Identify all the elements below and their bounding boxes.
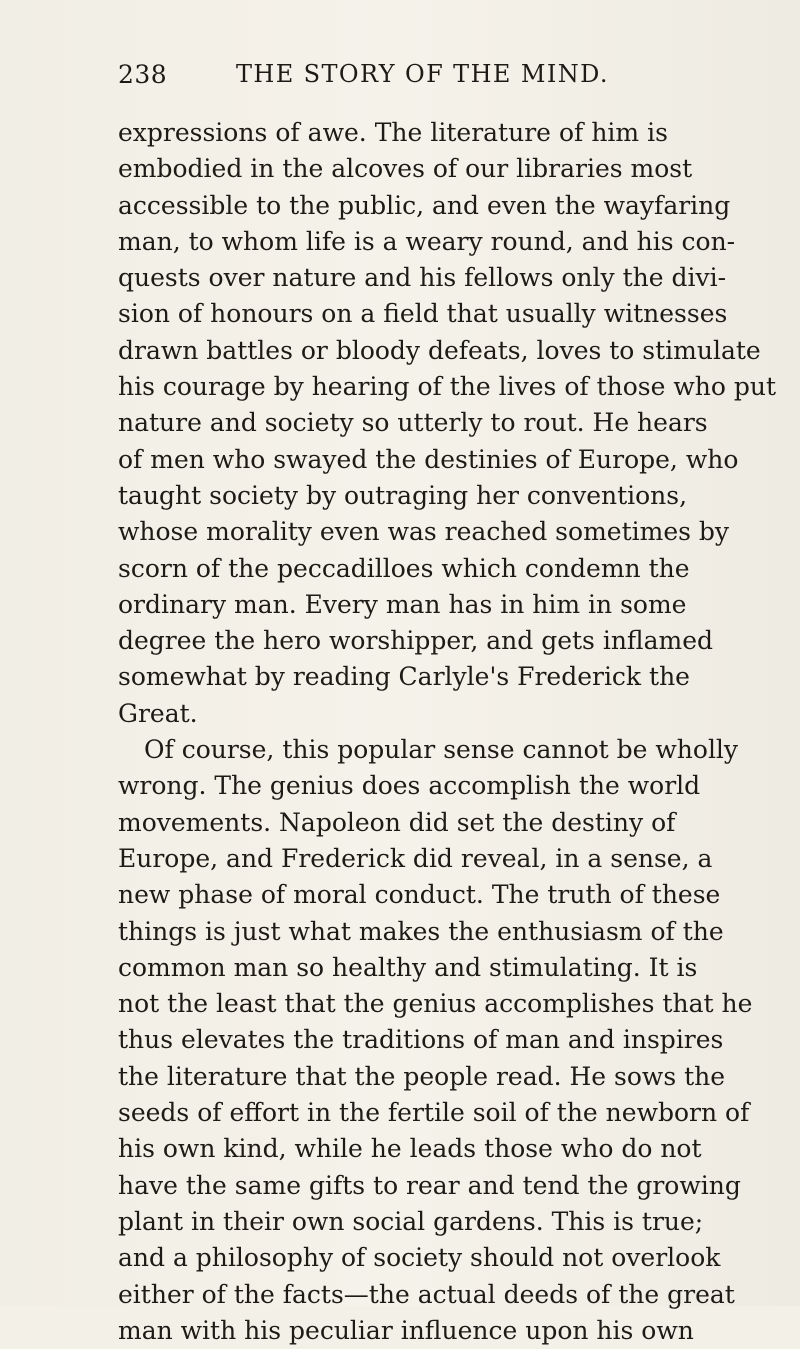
text-line: sion of honours on a field that usually witnesses: [118, 299, 728, 329]
text-line: Europe, and Frederick did reveal, in a sense, a: [118, 843, 713, 873]
text-line: accessible to the public, and even the wayfaring: [118, 190, 731, 220]
text-line: thus elevates the traditions of man and inspires: [118, 1025, 724, 1055]
text-line: expressions of awe. The literature of him is: [118, 118, 668, 147]
text-line: either of the facts—the actual deeds of the great: [118, 1279, 735, 1309]
text-line: plant in their own social gardens. This is true;: [118, 1206, 704, 1236]
text-line: and a philosophy of society should not overlook: [118, 1243, 721, 1273]
text-line: common man so healthy and stimulating. It is: [118, 952, 698, 982]
text-line: somewhat by reading Carlyle's Frederick the: [118, 662, 690, 692]
text-line: scorn of the peccadilloes which condemn the: [118, 553, 690, 583]
text-line: his own kind, while he leads those who do not: [118, 1134, 702, 1164]
text-line: his courage by hearing of the lives of those who put: [118, 372, 776, 402]
body-text: [118, 115, 776, 1349]
page-number: 238: [118, 60, 168, 89]
text-line: things is just what makes the enthusiasm of the: [118, 916, 724, 946]
text-line: movements. Napoleon did set the destiny of: [118, 807, 676, 837]
text-line: the literature that the people read. He sows the: [118, 1061, 726, 1091]
text-line: new phase of moral conduct. The truth of these: [118, 880, 721, 910]
paragraph-end-line: Great.: [118, 698, 198, 728]
text-line: wrong. The genius does accomplish the world: [118, 771, 701, 801]
text-line: whose morality even was reached sometimes by: [118, 517, 730, 547]
text-line: not the least that the genius accomplishes that he: [118, 989, 753, 1019]
text-line: taught society by outraging her conventions,: [118, 480, 688, 510]
text-line: man with his peculiar influence upon his own: [118, 1315, 694, 1345]
text-line: have the same gifts to rear and tend the growing: [118, 1170, 741, 1200]
text-line: seeds of effort in the fertile soil of the newborn of: [118, 1098, 750, 1128]
text-line: quests over nature and his fellows only the divi-: [118, 263, 727, 293]
running-head: THE STORY OF THE MIND.: [236, 60, 609, 88]
text-line: nature and society so utterly to rout. He hears: [118, 408, 708, 438]
page-header: [118, 60, 658, 96]
text-line: embodied in the alcoves of our libraries most: [118, 154, 693, 184]
text-line: man, to whom life is a weary round, and his con-: [118, 226, 736, 256]
paragraph-start-line: Of course, this popular sense cannot be wholly: [144, 735, 739, 765]
text-line: drawn battles or bloody defeats, loves to stimulate: [118, 335, 761, 365]
text-line: of men who swayed the destinies of Europe, who: [118, 444, 739, 474]
text-line: ordinary man. Every man has in him in some: [118, 589, 687, 619]
text-line: degree the hero worshipper, and gets inflamed: [118, 626, 714, 656]
